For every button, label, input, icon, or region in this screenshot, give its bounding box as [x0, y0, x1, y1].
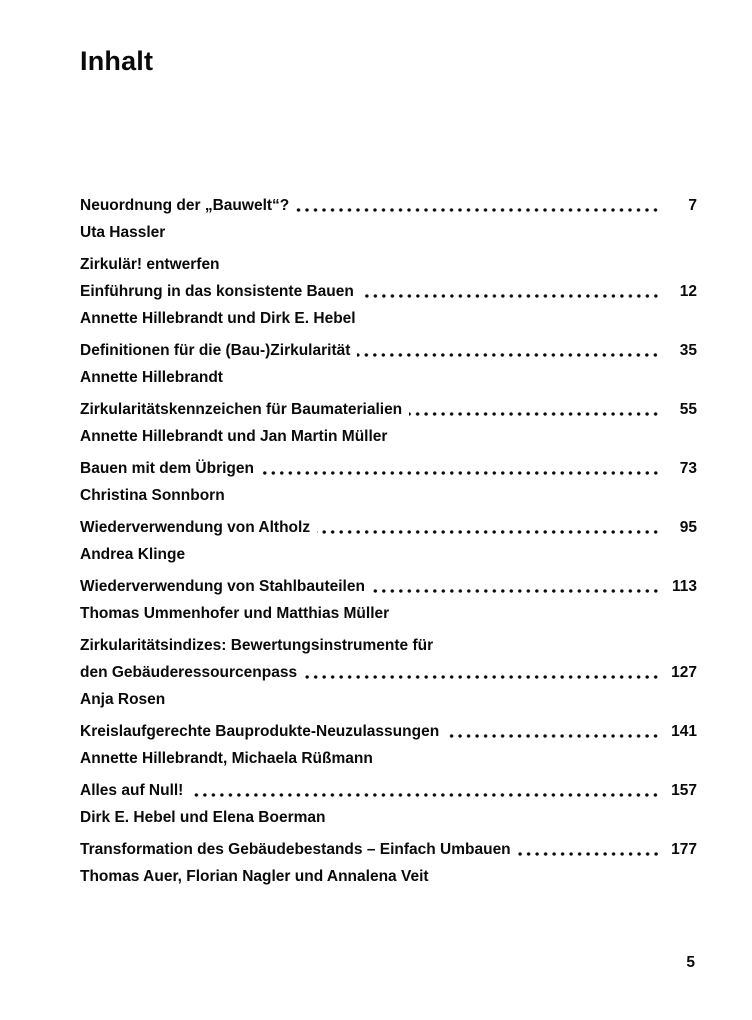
toc-entry-title-line [80, 632, 697, 659]
toc-page-number: 177 [671, 841, 697, 858]
toc-page-number: 127 [671, 664, 697, 681]
toc-entry-title: Definitionen für die (Bau-)Zirkularität [80, 342, 351, 359]
dot-leader [446, 718, 660, 745]
toc-entry-title-line [80, 659, 697, 686]
toc-entry-authors: Annette Hillebrandt und Dirk E. Hebel [80, 310, 356, 327]
toc-entry [80, 192, 697, 246]
toc-entry-authors: Thomas Auer, Florian Nagler und Annalena Veit [80, 868, 429, 885]
toc-entry-title-line [80, 396, 697, 423]
toc-entry [80, 573, 697, 627]
toc-entry-title-line [80, 836, 697, 863]
toc-entry-title: Neuordnung der „Bauwelt“? [80, 197, 290, 214]
dot-leader [361, 278, 660, 305]
toc-page-number: 7 [688, 197, 697, 214]
toc-entry-authors: Uta Hassler [80, 224, 166, 241]
toc-entry [80, 396, 697, 450]
toc-page-number: 157 [671, 782, 697, 799]
toc-entry-subtitle: den Gebäuderessourcenpass [80, 664, 298, 681]
toc-entry-title: Zirkulär! entwerfen [80, 256, 220, 273]
toc-page-number: 95 [679, 519, 697, 536]
toc-entry-authors: Annette Hillebrandt [80, 369, 223, 386]
toc-entry-authors: Thomas Ummenhofer und Matthias Müller [80, 605, 390, 622]
toc-entry-authors: Annette Hillebrandt, Michaela Rüßmann [80, 750, 373, 767]
toc-entry [80, 632, 697, 713]
toc-entry-title: Zirkularitätsindizes: Bewertungsinstrumente für [80, 637, 434, 654]
dot-leader [261, 455, 660, 482]
toc-entry [80, 514, 697, 568]
toc-entry [80, 455, 697, 509]
toc-entry [80, 337, 697, 391]
toc-entry [80, 836, 697, 890]
toc-entry-authors: Annette Hillebrandt und Jan Martin Müller [80, 428, 388, 445]
toc-list [80, 192, 697, 890]
toc-entry-subtitle: Einführung in das konsistente Bauen [80, 283, 354, 300]
toc-entry-title: Bauen mit dem Übrigen [80, 460, 254, 477]
dot-leader [304, 659, 660, 686]
toc-entry [80, 777, 697, 831]
toc-entry-title-line [80, 278, 697, 305]
toc-entry-title-line [80, 251, 697, 278]
dot-leader [317, 514, 660, 541]
toc-entry-title-line [80, 573, 697, 600]
toc-page-number: 113 [671, 578, 697, 595]
dot-leader [357, 337, 660, 364]
dot-leader [409, 396, 660, 423]
toc-entry [80, 251, 697, 332]
toc-page-number: 141 [671, 723, 697, 740]
toc-entry-title-line [80, 337, 697, 364]
toc-page-number: 35 [679, 342, 697, 359]
toc-entry-authors: Andrea Klinge [80, 546, 186, 563]
toc-entry-title: Kreislaufgerechte Bauprodukte-Neuzulassungen [80, 723, 440, 740]
toc-entry-title-line [80, 777, 697, 804]
toc-page-number: 55 [679, 401, 697, 418]
dot-leader [296, 192, 660, 219]
toc-entry-title: Alles auf Null! [80, 782, 184, 799]
toc-entry [80, 718, 697, 772]
footer-page-number: 5 [686, 954, 695, 971]
toc-entry-title: Wiederverwendung von Altholz [80, 519, 311, 536]
toc-entry-authors: Dirk E. Hebel und Elena Boerman [80, 809, 326, 826]
toc-entry-authors: Anja Rosen [80, 691, 166, 708]
toc-entry-authors: Christina Sonnborn [80, 487, 225, 504]
toc-page-number: 12 [679, 283, 697, 300]
toc-entry-title-line [80, 514, 697, 541]
toc-entry-title: Transformation des Gebäudebestands – Einfach Umbauen [80, 841, 511, 858]
toc-entry-title: Wiederverwendung von Stahlbauteilen [80, 578, 365, 595]
toc-entry-title: Zirkularitätskennzeichen für Baumaterialien [80, 401, 403, 418]
page-title: Inhalt [80, 46, 154, 76]
toc-page-number: 73 [679, 460, 697, 477]
toc-entry-title-line [80, 455, 697, 482]
toc-entry-title-line [80, 718, 697, 745]
toc-entry-title-line [80, 192, 697, 219]
dot-leader [518, 836, 660, 863]
dot-leader [190, 777, 660, 804]
dot-leader [372, 573, 660, 600]
